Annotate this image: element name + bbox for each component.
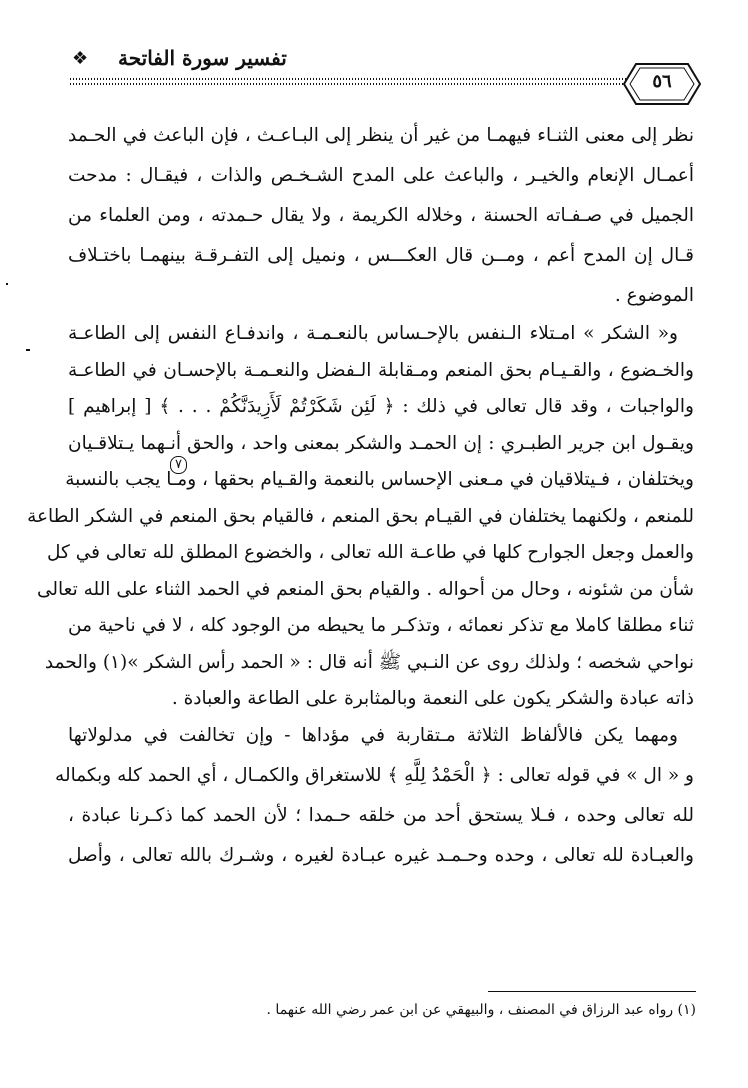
footnote: (١) رواه عبد الرزاق في المصنف ، والبيهقي عن ابن عمر رضي الله عنهما .: [266, 1002, 696, 1018]
text-line: قـال إن المدح أعم ، ومــن قال العكـــس ، ونميل إلى التفـرقـة بينهمـا باختـلاف: [68, 245, 694, 266]
verse-line-text: والواجبات ، وقد قال تعالى في ذلك : ﴿ لَئِن شَكَرْتُمْ لَأَزِيدَنَّكُمْ . . . ﴾ [ إبراهيم ]: [68, 396, 694, 417]
text-line: ذاته عبادة والشكر يكون على النعمة وبالمثابرة على الطاعة والعبادة .: [171, 688, 694, 709]
text-line: أعمـال الإنعام والخيـر ، والباعث على المدح الشـخـص والذات ، فيقـال : مدحت: [68, 165, 694, 186]
text-line: والخـضوع ، والقـيـام بحق المنعم ومـقابلة الـفضل والنعـمـة بالإحسـان في الطاعـة: [68, 359, 694, 381]
text-line: ويقـول ابن جرير الطبـري : إن الحمـد والشكر بمعنى واحد ، والحق أنـهما يـتلاقـيان: [68, 432, 694, 454]
page-number-frame: [622, 62, 702, 104]
header-rule-top: [70, 78, 630, 80]
header-rule-bottom: [70, 83, 630, 85]
footnote-divider: [488, 991, 696, 992]
text-line: الموضوع .: [614, 285, 694, 306]
text-line: والعمل وجعل الجوارح كلها في طاعـة الله تعالى ، والخضوع المطلق لله تعالى في كل: [47, 542, 694, 563]
text-line: للمنعم ، ولكنهما يختلفان في القيـام بحق المنعم ، فالقيام بحق المنعم في الشكر الطاعة: [27, 505, 694, 527]
margin-mark: [6, 283, 8, 285]
page-header: [70, 42, 705, 108]
body-text: [27, 124, 694, 884]
text-line: نواحي شخصه ؛ ولذلك روى عن النـبي ﷺ أنه قال : « الحمد رأس الشكر »(١) والحمد: [44, 651, 694, 673]
text-line: و « ال » في قوله تعالى : ﴿ الْحَمْدُ لِلَّهِ ﴾ للاستغراق والكمـال ، أي الحمد كله وبكماله: [55, 764, 694, 786]
text-line: نظر إلى معنى الثنـاء فيهمـا من غير أن ينظر إلى البـاعـث ، فإن الباعث في الحـمد: [68, 125, 694, 146]
text-line: شأن من شئونه ، وحال من أحواله . والقيام بحق المنعم في الحمد الثناء على الله تعالى: [36, 578, 694, 600]
margin-mark: [26, 349, 30, 351]
verse-number-marker: ٧: [170, 456, 187, 474]
paragraph-2: [27, 322, 694, 711]
paragraph-3: [55, 724, 694, 868]
text-line: ويختلفان ، فـيتلاقيان في مـعنى الإحساس بالنعمة والقـيام بحقها ، ومـا يجب بالنسبة: [65, 469, 694, 490]
text-line: والعبـادة لله تعالى ، وحده وحـمـد غيره عبـادة لغيره ، وشـرك بالله تعالى ، وأصل: [68, 844, 694, 866]
text-line: و« الشكر » امـتلاء الـنفس بالإحـساس بالنعـمـة ، واندفـاع النفس إلى الطاعـة: [68, 323, 678, 344]
running-title: تفسير سورة الفاتحة: [118, 46, 287, 70]
header-ornament-icon: ❖: [72, 48, 89, 69]
text-line: [68, 395, 694, 419]
text-line: ومهما يكن فالألفاظ الثلاثة مـتقاربة في مؤداها - وإن تخالفت في مدلولاتها: [68, 724, 678, 746]
text-line: الجميل في صـفـاته الحسنة ، وخلاله الكريمة ، ولا يقال حـمدته ، ومن العلماء من: [68, 205, 694, 226]
paragraph-1: [68, 124, 694, 308]
page-number: ٥٦: [652, 71, 672, 92]
text-line: لله تعالى وحده ، فـلا يستحق أحد من خلقه حـمدا ؛ لأن الحمد كما ذكـرنا عبادة ،: [68, 804, 694, 826]
text-line: ثناء مطلقا كاملا مع تذكر نعمائه ، وتذكـر ما يحيطه من الوجود كله ، لا في ناحية من: [68, 615, 694, 636]
